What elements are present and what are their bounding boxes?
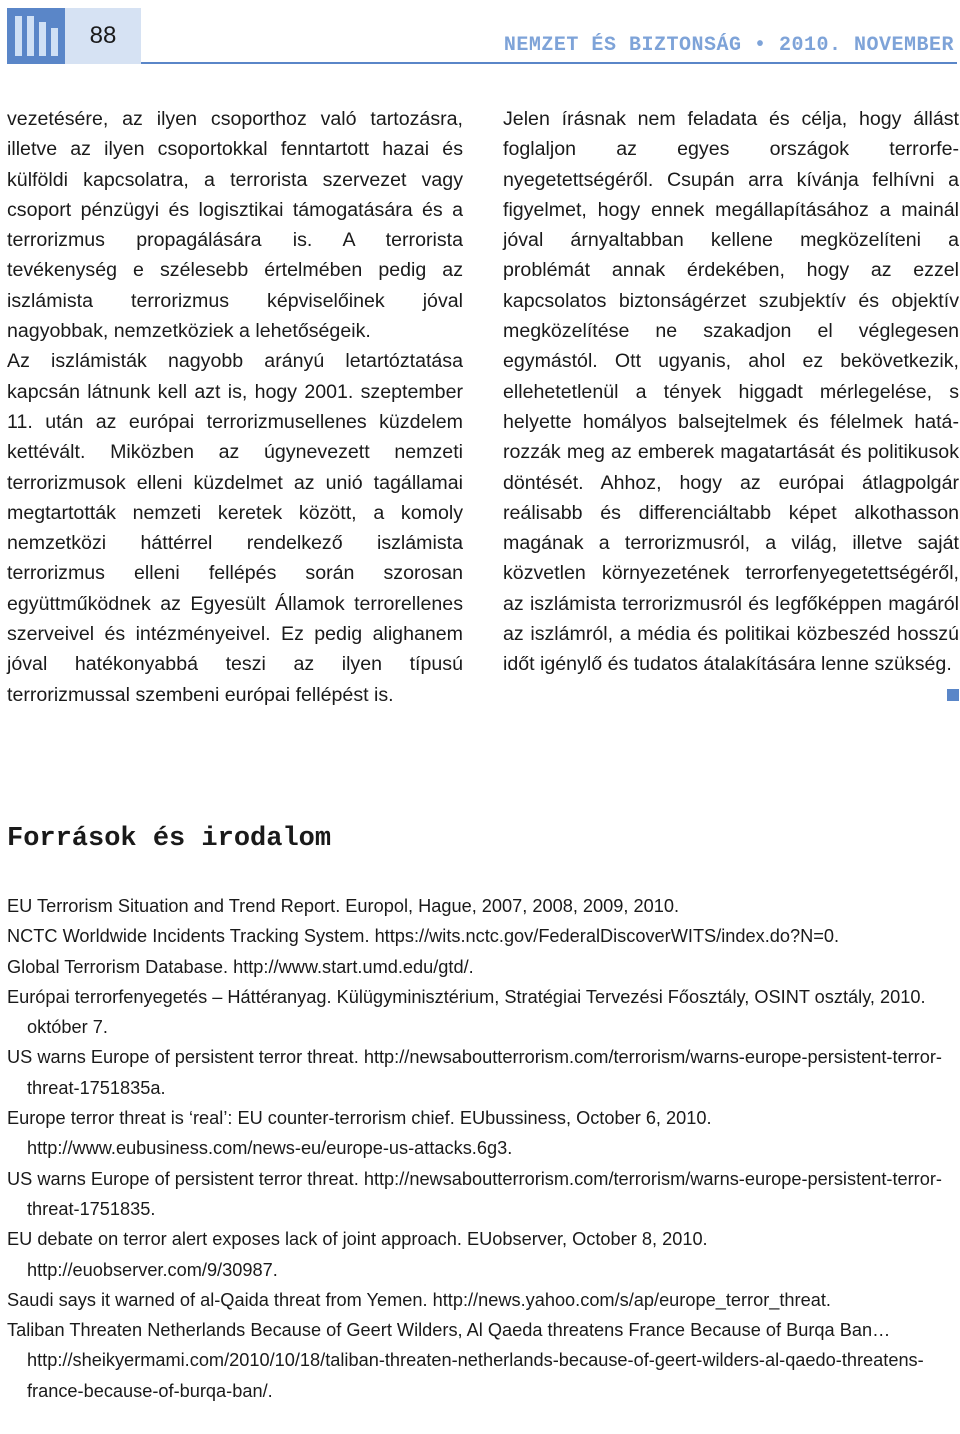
paragraph: vezetésére, az ilyen csoporthoz való tartozásra, illetve az ilyen csoportokkal fenntartott hazai és külföldi kapcsolatra, a terrorista szervezet vagy csoport pénzügyi és logisztikai támogatására és a terrorizmus propagálására is. A terrorista tevékenység e szélesebb értelmében pedig az iszlámista terrorizmus képviselőinek jóval nagyobbak, nemzetköziek a lehetőségeik. (7, 108, 463, 343)
page-number: 88 (89, 22, 117, 49)
reference-item: US warns Europe of persistent terror threat. http://newsaboutterrorism.com/terrorism/warns-europe-persistent-terror-threat-1751835. (7, 1168, 942, 1219)
page-header (0, 0, 960, 70)
paragraph: Az iszlámisták nagyobb arányú letartóztatása kapcsán látnunk kell azt is, hogy 2001. szeptember 11. után az európai terrorizmusellenes küzdelem kettévált. Miközben az úgynevezett nemzeti terrorizmusok elleni küzdelmet az unió tagállamai megtartották nemzeti keretek között, a komoly nemzetközi háttérrel rendelkező iszlámista terrorizmus elleni fellépés során szorosan együttműködnek az Egyesült Államok terrorellenes szerveivel és intézményeivel. Ez pedig alighanem jóval hatékonyabbá teszi az ilyen típusú terrorizmussal szembeni európai fellépést is. (7, 350, 463, 706)
left-column (7, 104, 463, 710)
reference-item: Taliban Threaten Netherlands Because of Geert Wilders, Al Qaeda threatens France Because of Burqa Ban… http://sheikyermami.com/2010/10/18/taliban-threaten-netherlands-because-of-geert-wilders-al-qaedo-threatens-france-because-of-burqa-ban/. (7, 1320, 924, 1401)
reference-item: Európai terrorfenyegetés – Háttéranyag. Külügyminisztérium, Stratégiai Tervezési Főosztály, OSINT osztály, 2010. október 7. (7, 986, 926, 1038)
reference-item: Global Terrorism Database. http://www.start.umd.edu/gtd/. (7, 956, 474, 977)
paragraph: Jelen írásnak nem feladata és célja, hogy állást foglaljon az egyes országok terrorfenyegetettségéről. Csupán arra kívánja felhívni a figyelmet, hogy ennek megállapításához a mainál jóval árnyaltabban kellene megközelíteni a problémát annak érdekében, hogy az ezzel kapcsolatos biztonságérzet szubjektív és objektív megközelítése ne szakadjon el véglegesen egymástól. Ott ugyanis, ahol ez bekövetkezik, ellehetetlenül a tények higgadt mérlegelése, s helyette homályos balsejtelmek és félelmek határozzák meg az emberek magatartását és politikusok döntését. Ahhoz, hogy az európai átlagpolgár reálisabb és differenciáltabb képet alkothasson magának a terrorizmusról, a világ, illetve saját közvetlen környezetének terrorfenyegetettségéről, az iszlámista terrorizmusról és legfőképpen magáról az iszlámról, a média és politikai közbeszéd hosszú időt igénylő és tudatos átalakítására lenne szükség. (503, 108, 959, 676)
reference-item: Europe terror threat is ‘real’: EU counter-terrorism chief. EUbussiness, October 6, 2010. http://www.eubusiness.com/news-eu/europe-us-attacks.6g3. (7, 1108, 712, 1159)
paragraph-wrapper (503, 104, 959, 680)
nb-logo-icon (7, 8, 65, 64)
sources-heading: Források és irodalom (7, 824, 332, 854)
reference-item: NCTC Worldwide Incidents Tracking System. https://wits.nctc.gov/FederalDiscoverWITS/index.do?N=0. (7, 926, 840, 947)
right-column (503, 104, 959, 701)
reference-list (7, 891, 957, 1406)
journal-title: NEMZET ÉS BIZTONSÁG • 2010. NOVEMBER (503, 34, 954, 57)
header-rule (141, 62, 957, 64)
page-number-box (65, 8, 141, 64)
reference-item: US warns Europe of persistent terror threat. http://newsaboutterrorism.com/terrorism/warns-europe-persistent-terror-threat-1751835a. (7, 1047, 942, 1098)
reference-item: EU debate on terror alert exposes lack of joint approach. EUobserver, October 8, 2010. http://euobserver.com/9/30987. (7, 1229, 708, 1280)
end-mark-icon (947, 689, 959, 701)
reference-item: EU Terrorism Situation and Trend Report. Europol, Hague, 2007, 2008, 2009, 2010. (7, 896, 680, 916)
reference-item: Saudi says it warned of al-Qaida threat from Yemen. http://news.yahoo.com/s/ap/europe_terror_threat. (7, 1289, 831, 1310)
